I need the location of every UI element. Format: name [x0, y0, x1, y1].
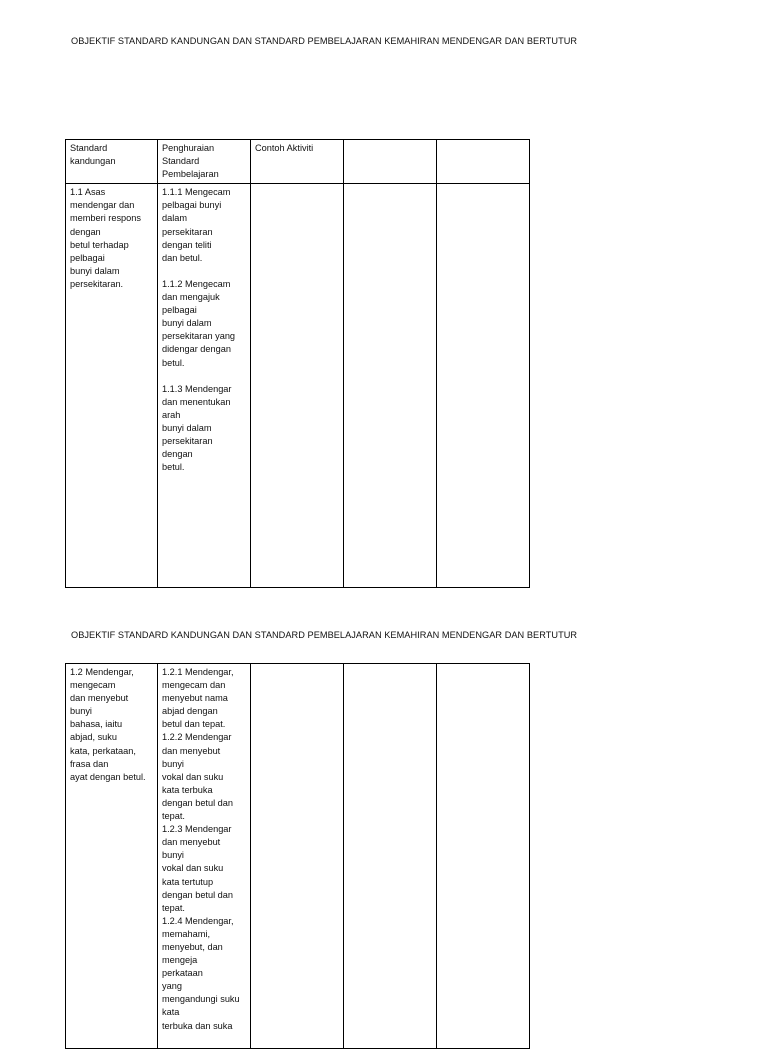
header-cell-standard-kandungan: Standard kandungan [66, 140, 158, 184]
cell-standard-kandungan: 1.1 Asas mendengar dan memberi respons dengan betul terhadap pelbagai bunyi dalam persekitaran. [66, 184, 158, 588]
cell-contoh-aktiviti [251, 184, 344, 588]
cell-contoh-aktiviti [251, 664, 344, 1049]
section-2-heading: OBJEKTIF STANDARD KANDUNGAN DAN STANDARD PEMBELAJARAN KEMAHIRAN MENDENGAR DAN BERTUTUR [71, 630, 578, 640]
cell-penghuraian: 1.1.1 Mengecam pelbagai bunyi dalam persekitaran dengan teliti dan betul. 1.1.2 Mengecam dan mengajuk pelbagai bunyi dalam persekitaran yang didengar dengan betul. 1.1.3 Mendengar dan menentukan arah bunyi dalam persekitaran dengan betul. [158, 184, 251, 588]
cell-col-5 [437, 184, 530, 588]
table-row [66, 664, 530, 1049]
header-cell-empty-5 [437, 140, 530, 184]
cell-col-4 [344, 664, 437, 1049]
cell-col-5 [437, 664, 530, 1049]
cell-standard-kandungan: 1.2 Mendengar, mengecam dan menyebut bunyi bahasa, iaitu abjad, suku kata, perkataan, frasa dan ayat dengan betul. [66, 664, 158, 1049]
table-header-row [66, 140, 530, 184]
standards-table-2 [65, 663, 530, 1049]
header-cell-empty-4 [344, 140, 437, 184]
header-cell-contoh-aktiviti: Contoh Aktiviti [251, 140, 344, 184]
standards-table-1 [65, 139, 530, 588]
table-row [66, 184, 530, 588]
header-cell-penghuraian: Penghuraian Standard Pembelajaran [158, 140, 251, 184]
section-1-heading: OBJEKTIF STANDARD KANDUNGAN DAN STANDARD PEMBELAJARAN KEMAHIRAN MENDENGAR DAN BERTUTUR [71, 36, 578, 46]
cell-col-4 [344, 184, 437, 588]
cell-penghuraian: 1.2.1 Mendengar, mengecam dan menyebut nama abjad dengan betul dan tepat. 1.2.2 Mendengar dan menyebut bunyi vokal dan suku kata terbuka dengan betul dan tepat. 1.2.3 Mendengar dan menyebut bunyi vokal dan suku kata tertutup dengan betul dan tepat. 1.2.4 Mendengar, memahami, menyebut, dan mengeja perkataan yang mengandungi suku kata terbuka dan suka [158, 664, 251, 1049]
